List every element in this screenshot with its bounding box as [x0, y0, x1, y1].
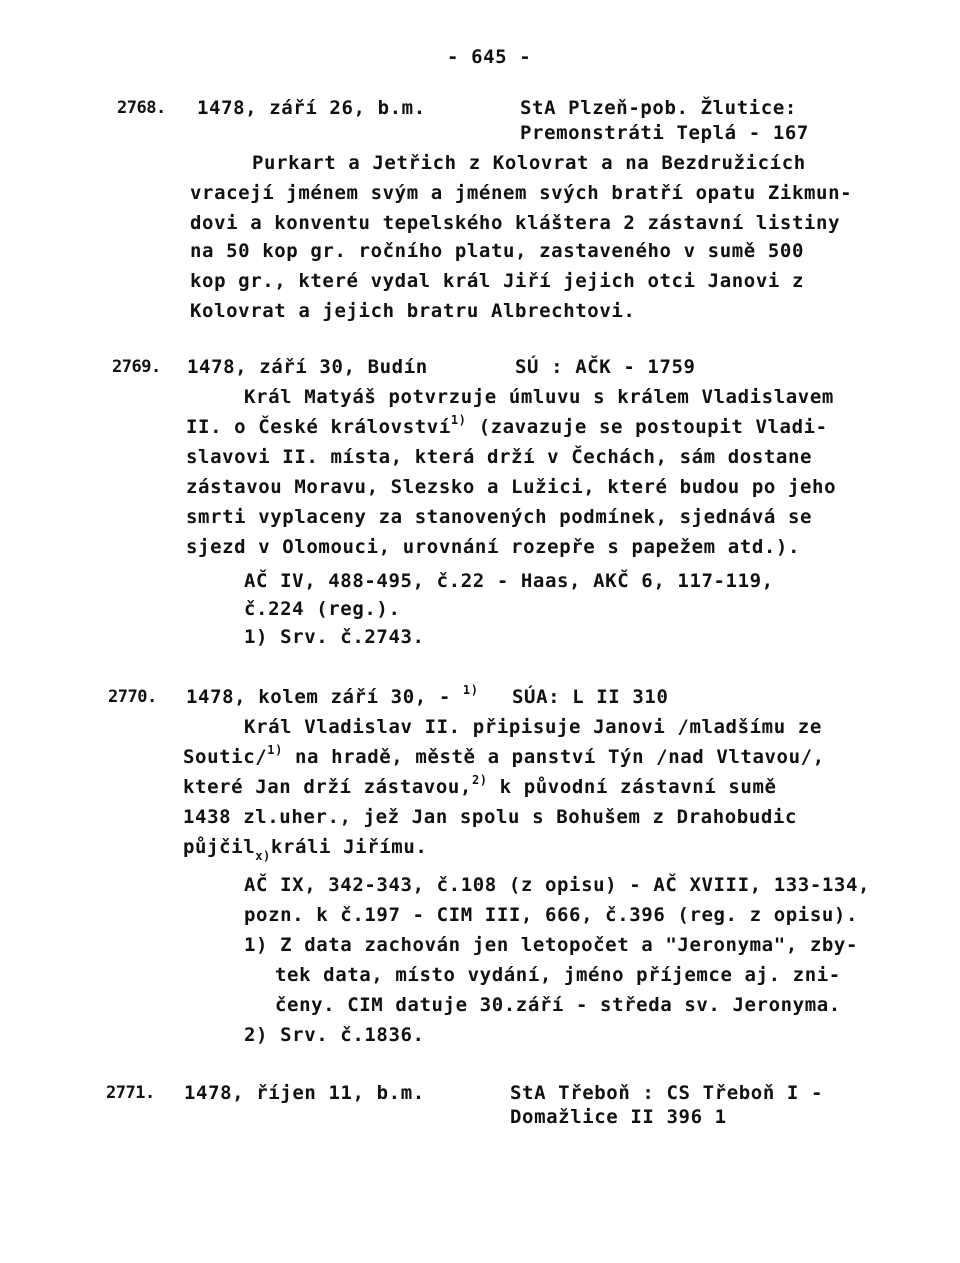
text-fragment: které Jan drží zástavou, — [183, 776, 472, 798]
page-number: - 645 - — [447, 46, 532, 68]
entry-date — [186, 683, 479, 710]
footnote-line: čeny. CIM datuje 30.září - středa sv. Jeronyma. — [275, 994, 841, 1016]
text-fragment: Soutic/ — [183, 746, 268, 768]
footnote-line: 1) Srv. č.2743. — [244, 626, 425, 648]
text-fragment: II. o České království — [186, 416, 451, 438]
entry-date: 1478, září 30, Budín — [187, 356, 428, 378]
entry-number: 2771. — [106, 1083, 155, 1103]
text-line — [183, 836, 428, 863]
text-line: slavovi II. místa, která drží v Čechách, sám dostane — [186, 446, 813, 468]
text-line: dovi a konventu tepelského kláštera 2 zástavní listiny — [190, 212, 841, 234]
entry-source: SÚA: L II 310 — [512, 686, 669, 708]
reference-line: AČ IX, 342-343, č.108 (z opisu) - AČ XVIII, 133-134, — [244, 874, 871, 896]
text-line: Kolovrat a jejich bratru Albrechtovi. — [190, 300, 636, 322]
entry-source: Domažlice II 396 1 — [510, 1106, 727, 1128]
footnote-marker: x) — [255, 849, 271, 863]
text-line: kop gr., které vydal král Jiří jejich otci Janovi z — [190, 270, 804, 292]
footnote-marker: 1) — [462, 683, 479, 697]
text-fragment: k původní zástavní sumě — [499, 776, 777, 798]
text-line — [183, 773, 777, 800]
entry-source: SÚ : AČK - 1759 — [515, 356, 696, 378]
text-line: sjezd v Olomouci, urovnání rozepře s papežem atd.). — [186, 536, 800, 558]
entry-number: 2770. — [108, 687, 157, 707]
text-fragment: (zavazuje se postoupit Vladi- — [478, 416, 828, 438]
text-line: vracejí jménem svým a jménem svých bratří opatu Zikmun- — [190, 182, 853, 204]
entry-source: StA Třeboň : CS Třeboň I - — [510, 1082, 824, 1104]
text-line — [183, 743, 825, 770]
footnote-marker: 1) — [267, 743, 283, 757]
entry-source: Premonstráti Teplá - 167 — [520, 122, 809, 144]
entry-number: 2769. — [112, 357, 161, 377]
footnote-line: tek data, místo vydání, jméno příjemce aj. zni- — [275, 964, 841, 986]
text-fragment: půjčil — [183, 836, 256, 858]
text-line: na 50 kop gr. ročního platu, zastaveného v sumě 500 — [190, 240, 804, 262]
reference-line: č.224 (reg.). — [244, 598, 401, 620]
footnote-line: 1) Z data zachován jen letopočet a "Jeronyma", zby- — [244, 934, 858, 956]
text-fragment: králi Jiřímu. — [270, 836, 428, 858]
text-line: Král Matyáš potvrzuje úmluvu s králem Vladislavem — [244, 386, 834, 408]
reference-line: AČ IV, 488-495, č.22 - Haas, AKČ 6, 117-119, — [244, 570, 774, 592]
text-line: smrti vyplaceny za stanovených podmínek, sjednává se — [186, 506, 813, 528]
text-line: zástavou Moravu, Slezsko a Lužici, které budou po jeho — [186, 476, 837, 498]
date-text: 1478, kolem září 30, - — [186, 686, 451, 708]
footnote-marker: 2) — [471, 773, 488, 787]
footnote-marker: 1) — [450, 413, 467, 427]
entry-date: 1478, září 26, b.m. — [197, 97, 426, 119]
reference-line: pozn. k č.197 - CIM III, 666, č.396 (reg. z opisu). — [244, 904, 858, 926]
text-line: Purkart a Jetřich z Kolovrat a na Bezdružicích — [252, 152, 806, 174]
text-line: 1438 zl.uher., jež Jan spolu s Bohušem z Drahobudic — [183, 806, 797, 828]
entry-date: 1478, říjen 11, b.m. — [184, 1082, 425, 1104]
text-line: Král Vladislav II. připisuje Janovi /mladšímu ze — [244, 716, 822, 738]
entry-number: 2768. — [117, 98, 166, 118]
text-fragment: na hradě, městě a panství Týn /nad Vltavou/, — [294, 746, 825, 768]
footnote-line: 2) Srv. č.1836. — [244, 1024, 425, 1046]
entry-source: StA Plzeň-pob. Žlutice: — [520, 97, 797, 119]
text-line — [186, 413, 828, 440]
